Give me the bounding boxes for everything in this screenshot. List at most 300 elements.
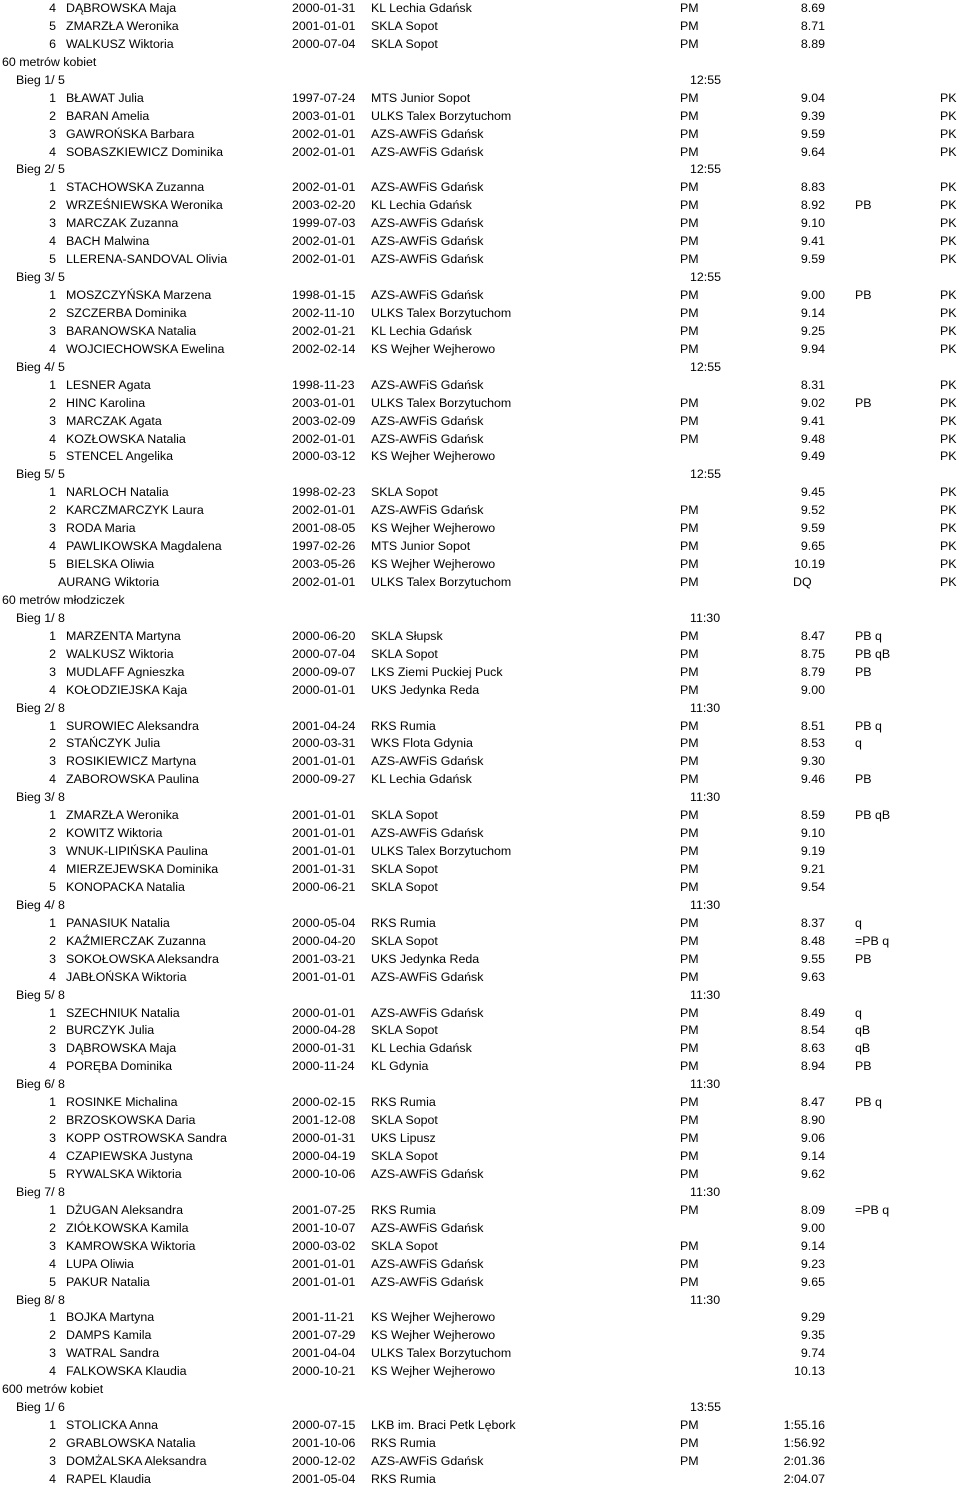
category: PM bbox=[680, 1005, 699, 1020]
athlete-name: KONOPACKA Natalia bbox=[66, 879, 185, 894]
result: 9.94 bbox=[800, 341, 825, 356]
category: PM bbox=[680, 539, 699, 554]
athlete-name: MARZENTA Martyna bbox=[66, 628, 181, 643]
birth-date: 2001-01-01 bbox=[292, 808, 356, 823]
result-row bbox=[0, 1005, 960, 1023]
birth-date: 1999-07-03 bbox=[292, 216, 356, 231]
birth-date: 2000-01-31 bbox=[292, 1131, 356, 1146]
heat-label: Bieg 1/ 8 bbox=[16, 610, 65, 625]
birth-date: 2000-01-31 bbox=[292, 1041, 356, 1056]
place-number: 1 bbox=[49, 1095, 56, 1110]
result: 9.00 bbox=[800, 1220, 825, 1235]
club-name: SKLA Sopot bbox=[371, 933, 438, 948]
section-header bbox=[0, 1381, 960, 1399]
result: 9.41 bbox=[800, 413, 825, 428]
athlete-name: SOBASZKIEWICZ Dominika bbox=[66, 144, 223, 159]
club-name: SKLA Sopot bbox=[371, 1023, 438, 1038]
heat-label: Bieg 4/ 8 bbox=[16, 897, 65, 912]
place-number: 5 bbox=[49, 18, 56, 33]
club-name: AZS-AWFiS Gdańsk bbox=[371, 252, 484, 267]
birth-date: 2001-01-01 bbox=[292, 18, 356, 33]
athlete-name: PORĘBA Dominika bbox=[66, 1059, 173, 1074]
result-row bbox=[0, 682, 960, 700]
birth-date: 2002-02-14 bbox=[292, 341, 356, 356]
category: PM bbox=[680, 521, 699, 536]
athlete-name: AURANG Wiktoria bbox=[58, 575, 160, 589]
place-number: 2 bbox=[49, 395, 56, 410]
athlete-name: NARLOCH Natalia bbox=[66, 485, 169, 500]
heat-start-time: 11:30 bbox=[690, 1292, 721, 1307]
place-number: 2 bbox=[49, 826, 56, 841]
result: 8.48 bbox=[800, 933, 825, 948]
club-name: UKS Lipusz bbox=[371, 1131, 436, 1146]
category: PM bbox=[680, 413, 699, 428]
result-row bbox=[0, 1238, 960, 1256]
club-name: RKS Rumia bbox=[371, 718, 436, 733]
place-number: 1 bbox=[49, 915, 56, 930]
birth-date: 2001-12-08 bbox=[292, 1113, 356, 1128]
heat-label: Bieg 8/ 8 bbox=[16, 1292, 65, 1307]
birth-date: 1997-07-24 bbox=[292, 90, 356, 105]
place-number: 3 bbox=[49, 1238, 56, 1253]
club-name: AZS-AWFiS Gdańsk bbox=[371, 413, 484, 428]
birth-date: 2000-03-02 bbox=[292, 1238, 356, 1253]
category: PM bbox=[680, 1, 699, 15]
result-note: q bbox=[855, 736, 862, 751]
category: PM bbox=[680, 216, 699, 231]
place-number: 2 bbox=[49, 108, 56, 123]
section-title: 60 metrów kobiet bbox=[2, 54, 97, 69]
category: PM bbox=[680, 915, 699, 930]
birth-date: 2002-01-01 bbox=[292, 144, 356, 159]
birth-date: 2000-04-19 bbox=[292, 1149, 356, 1163]
result: 8.83 bbox=[800, 180, 825, 195]
result-note: PB qB bbox=[855, 646, 891, 661]
category: PM bbox=[680, 844, 699, 859]
result: 9.00 bbox=[800, 288, 825, 302]
result-note: PB q bbox=[855, 718, 882, 733]
category: PM bbox=[680, 646, 699, 661]
heat-header bbox=[0, 1184, 960, 1202]
result: 9.59 bbox=[800, 521, 825, 536]
birth-date: 2000-09-27 bbox=[292, 772, 356, 787]
result-row bbox=[0, 287, 960, 305]
birth-date: 2000-06-20 bbox=[292, 628, 356, 643]
result: 1:56.92 bbox=[783, 1436, 825, 1450]
club-name: KS Wejher Wejherowo bbox=[371, 1328, 496, 1343]
club-name: LKB im. Braci Petk Lębork bbox=[371, 1418, 516, 1433]
birth-date: 2001-07-25 bbox=[292, 1202, 356, 1217]
result: 1:55.16 bbox=[783, 1418, 825, 1433]
result-row bbox=[0, 377, 960, 395]
result: 8.94 bbox=[800, 1059, 825, 1074]
pk-flag: PK bbox=[940, 395, 957, 410]
heat-start-time: 12:55 bbox=[690, 467, 722, 482]
result-row bbox=[0, 305, 960, 323]
club-name: KL Gdynia bbox=[371, 1059, 429, 1074]
category: PM bbox=[680, 1095, 699, 1110]
club-name: ULKS Talex Borzytuchom bbox=[371, 1346, 512, 1361]
athlete-name: WNUK-LIPIŃSKA Paulina bbox=[66, 844, 208, 859]
club-name: AZS-AWFiS Gdańsk bbox=[371, 431, 484, 446]
birth-date: 2000-03-12 bbox=[292, 449, 356, 464]
pk-flag: PK bbox=[940, 198, 957, 213]
place-number: 4 bbox=[49, 431, 56, 446]
place-number: 3 bbox=[49, 521, 56, 536]
result-row bbox=[0, 108, 960, 126]
result: 9.48 bbox=[800, 431, 825, 446]
birth-date: 2001-11-21 bbox=[292, 1310, 355, 1325]
birth-date: 2002-11-10 bbox=[292, 305, 355, 320]
result-row bbox=[0, 448, 960, 466]
heat-label: Bieg 4/ 5 bbox=[16, 359, 65, 374]
result-row bbox=[0, 1040, 960, 1058]
place-number: 4 bbox=[49, 1364, 56, 1379]
birth-date: 2001-05-04 bbox=[292, 1471, 356, 1486]
heat-header bbox=[0, 1292, 960, 1310]
result: 2:01.36 bbox=[783, 1453, 825, 1468]
club-name: AZS-AWFiS Gdańsk bbox=[371, 234, 484, 249]
athlete-name: WOJCIECHOWSKA Ewelina bbox=[66, 341, 225, 356]
place-number: 5 bbox=[49, 879, 56, 894]
birth-date: 1998-11-23 bbox=[292, 377, 355, 392]
birth-date: 1998-02-23 bbox=[292, 485, 356, 500]
result: 9.49 bbox=[800, 449, 825, 464]
result-note: q bbox=[855, 1005, 862, 1020]
category: PM bbox=[680, 1131, 699, 1146]
result: 9.14 bbox=[800, 305, 825, 320]
heat-header bbox=[0, 987, 960, 1005]
result: 8.63 bbox=[800, 1041, 825, 1056]
place-number: 1 bbox=[49, 1418, 56, 1433]
club-name: SKLA Sopot bbox=[371, 808, 438, 823]
pk-flag: PK bbox=[940, 503, 957, 518]
category: PM bbox=[680, 772, 699, 787]
club-name: AZS-AWFiS Gdańsk bbox=[371, 503, 484, 518]
club-name: UKS Jedynka Reda bbox=[371, 682, 480, 697]
club-name: AZS-AWFiS Gdańsk bbox=[371, 180, 484, 195]
category: PM bbox=[680, 1418, 699, 1433]
place-number: 2 bbox=[49, 1328, 56, 1343]
birth-date: 2001-01-01 bbox=[292, 844, 356, 859]
place-number: 4 bbox=[49, 539, 56, 554]
category: PM bbox=[680, 1238, 699, 1253]
result: 9.04 bbox=[800, 90, 825, 105]
heat-start-time: 11:30 bbox=[690, 700, 721, 715]
pk-flag: PK bbox=[940, 288, 957, 302]
athlete-name: PAWLIKOWSKA Magdalena bbox=[66, 539, 222, 554]
result: 8.53 bbox=[800, 736, 825, 751]
heat-start-time: 11:30 bbox=[690, 987, 721, 1002]
club-name: RKS Rumia bbox=[371, 1471, 436, 1486]
pk-flag: PK bbox=[940, 180, 957, 195]
club-name: KS Wejher Wejherowo bbox=[371, 1310, 496, 1325]
heat-start-time: 12:55 bbox=[690, 72, 722, 87]
athlete-name: BŁAWAT Julia bbox=[66, 90, 144, 105]
result-row bbox=[0, 251, 960, 269]
result: 10.19 bbox=[793, 557, 825, 572]
athlete-name: SZECHNIUK Natalia bbox=[66, 1005, 180, 1020]
category: PM bbox=[680, 305, 699, 320]
result-note: PB bbox=[855, 772, 872, 787]
pk-flag: PK bbox=[940, 449, 957, 464]
category: PM bbox=[680, 18, 699, 33]
athlete-name: BARAN Amelia bbox=[66, 108, 150, 123]
category: PM bbox=[680, 682, 699, 697]
result: 9.14 bbox=[800, 1238, 825, 1253]
birth-date: 2002-01-01 bbox=[292, 252, 356, 267]
place-number: 3 bbox=[49, 216, 56, 231]
athlete-name: KOWITZ Wiktoria bbox=[66, 826, 163, 841]
place-number: 4 bbox=[49, 234, 56, 249]
birth-date: 2003-05-26 bbox=[292, 557, 356, 572]
athlete-name: SOKOŁOWSKA Aleksandra bbox=[66, 951, 219, 966]
result: 8.89 bbox=[800, 36, 825, 51]
result-row bbox=[0, 556, 960, 574]
result-note: PB qB bbox=[855, 808, 891, 823]
result: 9.41 bbox=[800, 234, 825, 249]
place-number: 1 bbox=[49, 377, 56, 392]
place-number: 3 bbox=[49, 323, 56, 338]
pk-flag: PK bbox=[940, 90, 957, 105]
place-number: 5 bbox=[49, 252, 56, 267]
result-row bbox=[0, 36, 960, 54]
result: 9.55 bbox=[800, 951, 825, 966]
birth-date: 2001-03-21 bbox=[292, 951, 356, 966]
athlete-name: STACHOWSKA Zuzanna bbox=[66, 180, 205, 195]
result-row bbox=[0, 1345, 960, 1363]
club-name: SKLA Sopot bbox=[371, 18, 438, 33]
category: PM bbox=[680, 252, 699, 267]
result-row bbox=[0, 233, 960, 251]
result: 8.54 bbox=[800, 1023, 825, 1038]
birth-date: 1997-02-26 bbox=[292, 539, 356, 554]
heat-label: Bieg 1/ 6 bbox=[16, 1400, 65, 1415]
result-row bbox=[0, 1363, 960, 1381]
result-row bbox=[0, 341, 960, 359]
result: 8.51 bbox=[800, 718, 825, 733]
place-number: 4 bbox=[49, 1149, 56, 1163]
place-number: 3 bbox=[49, 1131, 56, 1146]
pk-flag: PK bbox=[940, 521, 957, 536]
heat-label: Bieg 2/ 8 bbox=[16, 700, 65, 715]
pk-flag: PK bbox=[940, 557, 957, 572]
place-number: 3 bbox=[49, 1453, 56, 1468]
club-name: MTS Junior Sopot bbox=[371, 90, 471, 105]
result-row bbox=[0, 628, 960, 646]
pk-flag: PK bbox=[940, 144, 957, 159]
category: PM bbox=[680, 395, 699, 410]
birth-date: 2000-03-31 bbox=[292, 736, 356, 751]
birth-date: 2000-06-21 bbox=[292, 879, 356, 894]
result-row bbox=[0, 1256, 960, 1274]
place-number: 5 bbox=[49, 1166, 56, 1181]
result-row bbox=[0, 969, 960, 987]
pk-flag: PK bbox=[940, 575, 957, 589]
result-row bbox=[0, 179, 960, 197]
category: PM bbox=[680, 1149, 699, 1163]
category: PM bbox=[680, 1113, 699, 1128]
birth-date: 2003-01-01 bbox=[292, 108, 356, 123]
result-row-dq bbox=[0, 574, 960, 592]
athlete-name: KOŁODZIEJSKA Kaja bbox=[66, 682, 188, 697]
place-number: 4 bbox=[49, 341, 56, 356]
pk-flag: PK bbox=[940, 485, 957, 500]
pk-flag: PK bbox=[940, 234, 957, 249]
category: PM bbox=[680, 1059, 699, 1074]
category: PM bbox=[680, 431, 699, 446]
place-number: 3 bbox=[49, 951, 56, 966]
athlete-name: ZMARZŁA Weronika bbox=[66, 18, 179, 33]
place-number: 3 bbox=[49, 844, 56, 859]
result-row bbox=[0, 1471, 960, 1489]
birth-date: 2001-10-07 bbox=[292, 1220, 356, 1235]
pk-flag: PK bbox=[940, 252, 957, 267]
result: 9.59 bbox=[800, 252, 825, 267]
heat-label: Bieg 5/ 8 bbox=[16, 987, 65, 1002]
club-name: SKLA Sopot bbox=[371, 879, 438, 894]
athlete-name: PANASIUK Natalia bbox=[66, 915, 170, 930]
pk-flag: PK bbox=[940, 377, 957, 392]
result: 9.23 bbox=[800, 1256, 825, 1271]
club-name: AZS-AWFiS Gdańsk bbox=[371, 288, 484, 302]
result: 9.10 bbox=[800, 216, 825, 231]
result-note: =PB q bbox=[855, 933, 890, 948]
place-number: 2 bbox=[49, 503, 56, 518]
result: 9.54 bbox=[800, 879, 825, 894]
category: PM bbox=[680, 736, 699, 751]
heat-header bbox=[0, 897, 960, 915]
result: 9.59 bbox=[800, 126, 825, 141]
category: PM bbox=[680, 1453, 699, 1468]
category: PM bbox=[680, 879, 699, 894]
result: 2:04.07 bbox=[783, 1471, 825, 1486]
place-number: 4 bbox=[49, 1471, 56, 1486]
result-row bbox=[0, 502, 960, 520]
heat-header bbox=[0, 466, 960, 484]
result-row bbox=[0, 1130, 960, 1148]
result: 8.47 bbox=[800, 1095, 825, 1110]
result-row bbox=[0, 664, 960, 682]
athlete-name: RODA Maria bbox=[66, 521, 136, 536]
club-name: AZS-AWFiS Gdańsk bbox=[371, 377, 484, 392]
result-row bbox=[0, 323, 960, 341]
category: PM bbox=[680, 557, 699, 572]
result-row bbox=[0, 771, 960, 789]
heat-header bbox=[0, 789, 960, 807]
club-name: SKLA Słupsk bbox=[371, 628, 443, 643]
heat-header bbox=[0, 72, 960, 90]
section-title: 60 metrów młodziczek bbox=[2, 592, 125, 607]
heat-start-time: 13:55 bbox=[690, 1400, 722, 1415]
birth-date: 2000-04-20 bbox=[292, 933, 356, 948]
result: 9.65 bbox=[800, 1274, 825, 1289]
category: PM bbox=[680, 1166, 699, 1181]
result-row bbox=[0, 413, 960, 431]
result-row bbox=[0, 915, 960, 933]
category: PM bbox=[680, 628, 699, 643]
club-name: AZS-AWFiS Gdańsk bbox=[371, 1274, 484, 1289]
athlete-name: DAMPS Kamila bbox=[66, 1328, 152, 1343]
place-number: 3 bbox=[49, 664, 56, 679]
heat-start-time: 11:30 bbox=[690, 897, 721, 912]
result: 9.14 bbox=[800, 1149, 825, 1163]
category: PM bbox=[680, 862, 699, 876]
birth-date: 2000-07-04 bbox=[292, 646, 356, 661]
result-row bbox=[0, 718, 960, 736]
birth-date: 2000-10-21 bbox=[292, 1364, 356, 1379]
club-name: AZS-AWFiS Gdańsk bbox=[371, 1005, 484, 1020]
result-row bbox=[0, 1453, 960, 1471]
place-number: 4 bbox=[49, 969, 56, 984]
club-name: KS Wejher Wejherowo bbox=[371, 449, 496, 464]
category: PM bbox=[680, 1202, 699, 1217]
category: PM bbox=[680, 503, 699, 518]
result: 9.30 bbox=[800, 754, 825, 769]
club-name: SKLA Sopot bbox=[371, 646, 438, 661]
result: 9.65 bbox=[800, 539, 825, 554]
athlete-name: WALKUSZ Wiktoria bbox=[66, 36, 174, 51]
club-name: WKS Flota Gdynia bbox=[371, 736, 473, 751]
birth-date: 2001-04-04 bbox=[292, 1346, 356, 1361]
club-name: KS Wejher Wejherowo bbox=[371, 1364, 496, 1379]
athlete-name: RAPEL Klaudia bbox=[66, 1471, 151, 1486]
pk-flag: PK bbox=[940, 108, 957, 123]
place-number: 1 bbox=[49, 288, 56, 302]
place-number: 3 bbox=[49, 126, 56, 141]
result-row bbox=[0, 735, 960, 753]
birth-date: 1998-01-15 bbox=[292, 288, 356, 302]
result-note: qB bbox=[855, 1023, 871, 1038]
result-row bbox=[0, 1274, 960, 1292]
result-row bbox=[0, 1148, 960, 1166]
category: PM bbox=[680, 718, 699, 733]
category: PM bbox=[680, 1256, 699, 1271]
result-row bbox=[0, 951, 960, 969]
club-name: SKLA Sopot bbox=[371, 485, 438, 500]
athlete-name: ZIÓŁKOWSKA Kamila bbox=[66, 1220, 189, 1235]
birth-date: 2000-01-01 bbox=[292, 1005, 356, 1020]
result-row bbox=[0, 1220, 960, 1238]
result: 8.37 bbox=[800, 915, 825, 930]
place-number: 5 bbox=[49, 557, 56, 572]
athlete-name: GRABLOWSKA Natalia bbox=[66, 1436, 196, 1450]
place-number: 1 bbox=[49, 1005, 56, 1020]
result-row bbox=[0, 90, 960, 108]
pk-flag: PK bbox=[940, 341, 957, 356]
athlete-name: WRZEŚNIEWSKA Weronika bbox=[66, 198, 223, 213]
athlete-name: GAWROŃSKA Barbara bbox=[66, 126, 195, 141]
result: 9.21 bbox=[800, 862, 825, 876]
place-number: 3 bbox=[49, 1041, 56, 1056]
result-row bbox=[0, 1058, 960, 1076]
birth-date: 2000-10-06 bbox=[292, 1166, 356, 1181]
club-name: SKLA Sopot bbox=[371, 1113, 438, 1128]
result: 9.00 bbox=[800, 682, 825, 697]
result-row bbox=[0, 1435, 960, 1453]
result-row bbox=[0, 197, 960, 215]
club-name: SKLA Sopot bbox=[371, 862, 438, 876]
category: PM bbox=[680, 198, 699, 213]
place-number: 4 bbox=[49, 772, 56, 787]
birth-date: 2002-01-01 bbox=[292, 126, 356, 141]
club-name: AZS-AWFiS Gdańsk bbox=[371, 826, 484, 841]
result: DQ bbox=[793, 575, 812, 589]
result: 9.64 bbox=[800, 144, 825, 159]
birth-date: 2002-01-21 bbox=[292, 323, 356, 338]
result-note: PB q bbox=[855, 1095, 882, 1110]
club-name: KL Lechia Gdańsk bbox=[371, 323, 472, 338]
